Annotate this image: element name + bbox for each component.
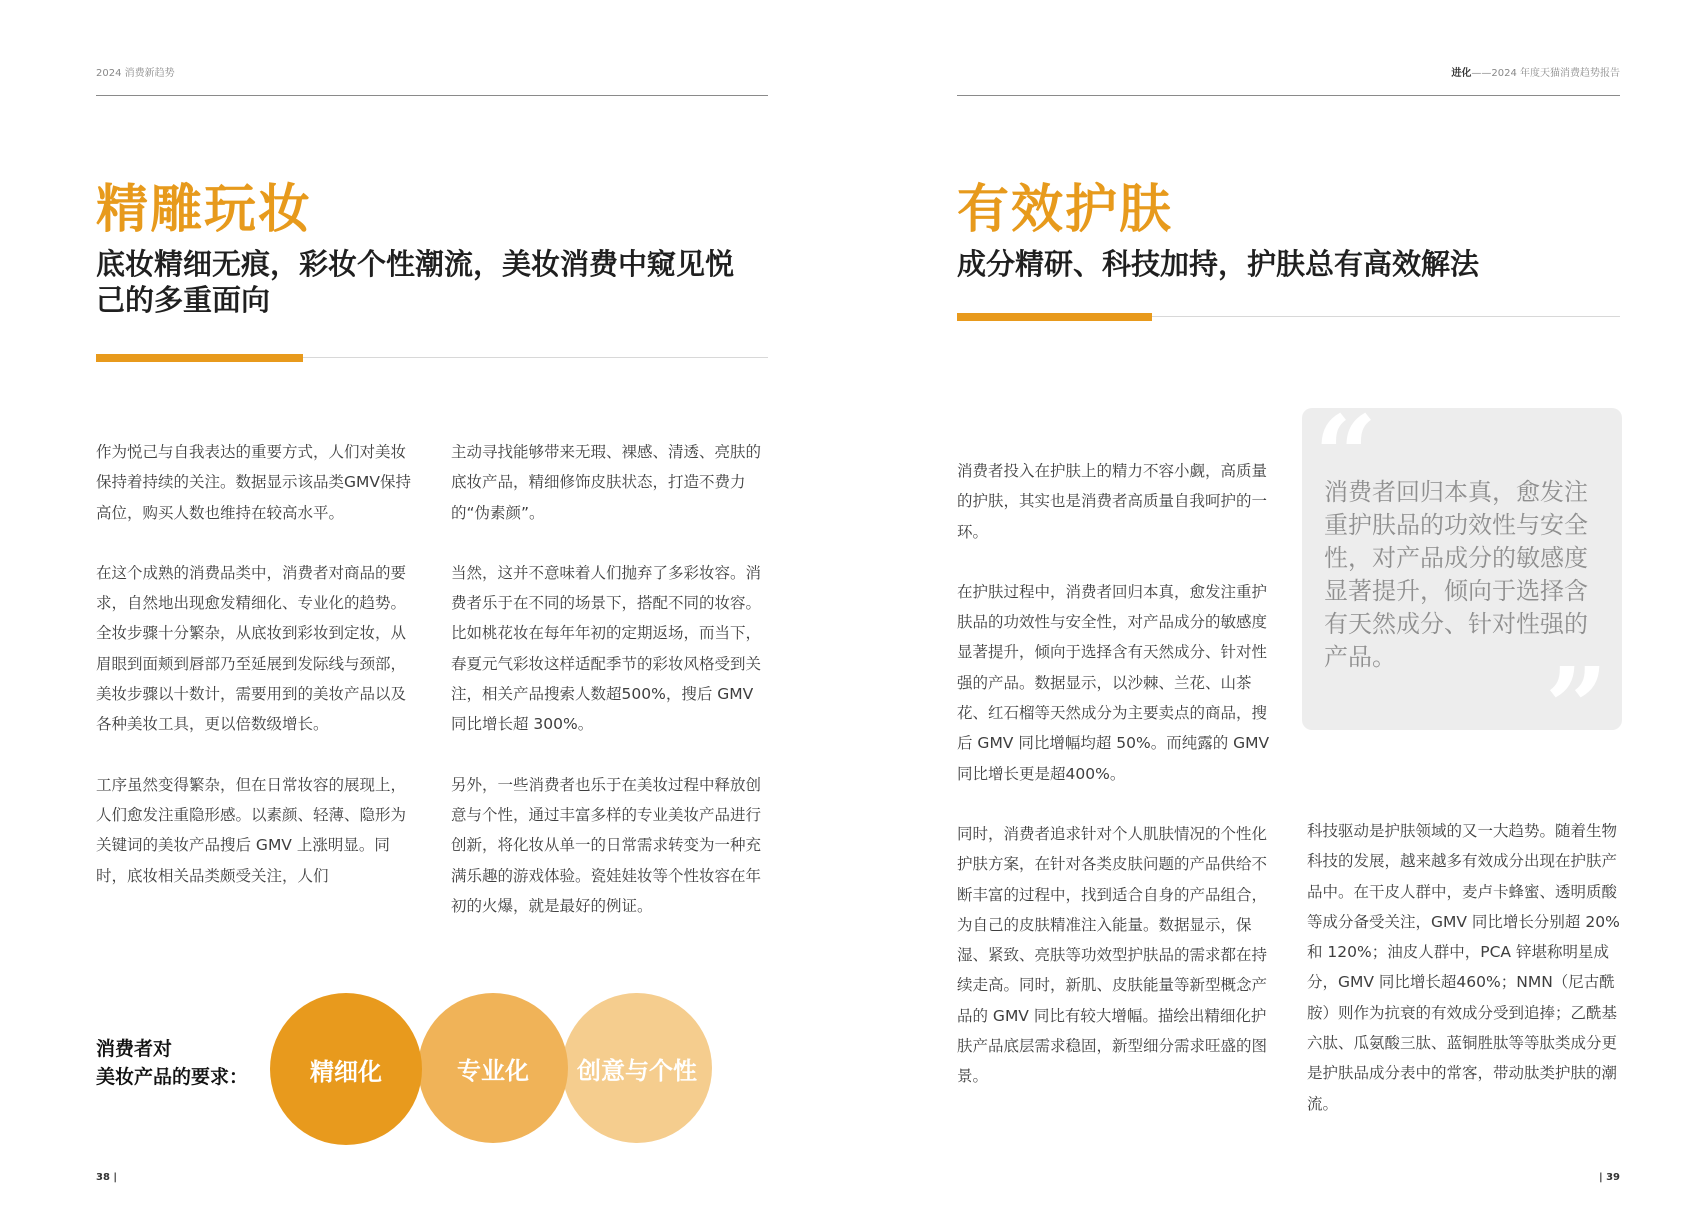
body-column-2 bbox=[451, 437, 768, 951]
section-title: 有效护肤 bbox=[957, 180, 1174, 240]
body-column-1 bbox=[957, 456, 1273, 1122]
circle-professional: 专业化 bbox=[418, 993, 568, 1143]
title-underline bbox=[957, 316, 1620, 317]
running-head bbox=[1451, 64, 1620, 79]
header-rule bbox=[957, 95, 1620, 96]
paragraph: 在这个成熟的消费品类中，消费者对商品的要求，自然地出现愈发精细化、专业化的趋势。全妆步骤十分繁杂，从底妆到彩妆到定妆，从眉眼到面颊到唇部乃至延展到发际线与颈部，美妆步骤以十数计，需要用到的美妆产品以及各种美妆工具，更以倍数级增长。 bbox=[96, 563, 407, 734]
title-accent-bar bbox=[957, 313, 1152, 321]
paragraph: 同时，消费者追求针对个人肌肤情况的个性化护肤方案，在针对各类皮肤问题的产品供给不断丰富的过程中，找到适合自身的产品组合，为自己的皮肤精准注入能量。数据显示，保湿、紧致、亮肤等功效型护肤品的需求都在持续走高。同时，新肌、皮肤能量等新型概念产品的 GMV 同比有较大增幅。描绘出精细化护肤产品底层需求稳固，新型细分需求旺盛的图景。 bbox=[957, 824, 1268, 1086]
paragraph: 在护肤过程中，消费者回归本真，愈发注重护肤品的功效性与安全性，对产品成分的敏感度显著提升，倾向于选择含有天然成分、针对性强的产品。数据显示，以沙棘、兰花、山茶花、红石榴等天然成分为主要卖点的商品，搜后 GMV 同比增幅均超 50%。而纯露的 GMV 同比增长更是超400%。 bbox=[957, 582, 1270, 783]
paragraph: 主动寻找能够带来无瑕、裸感、清透、亮肤的底妆产品，精细修饰皮肤状态，打造不费力的“伪素颜”。 bbox=[451, 443, 762, 522]
section-title: 精雕玩妆 bbox=[96, 180, 313, 240]
running-head-bold: 进化 bbox=[1451, 68, 1472, 79]
open-quote-icon: “ bbox=[1314, 391, 1378, 520]
pull-quote-text: 消费者回归本真，愈发注重护肤品的功效性与安全性，对产品成分的敏感度显著提升，倾向于选择含有天然成分、针对性强的产品。 bbox=[1324, 478, 1588, 671]
title-underline bbox=[96, 357, 768, 358]
right-page bbox=[853, 0, 1706, 1232]
body-column-2 bbox=[1307, 816, 1622, 1149]
paragraph: 工序虽然变得繁杂，但在日常妆容的展现上，人们愈发注重隐形感。以素颜、轻薄、隐形为关键词的美妆产品搜后 GMV 上涨明显。同时，底妆相关品类颇受关注，人们 bbox=[96, 775, 407, 885]
section-subtitle: 成分精研、科技加持，护肤总有高效解法 bbox=[957, 247, 1480, 281]
body-column-1 bbox=[96, 437, 414, 921]
requirements-label-line-2: 美妆产品的要求： bbox=[96, 1066, 249, 1088]
subtitle-line-2: 己的多重面向 bbox=[96, 283, 271, 317]
paragraph: 作为悦己与自我表达的重要方式，人们对美妆保持着持续的关注。数据显示该品类GMV保持高位，购买人数也维持在较高水平。 bbox=[96, 443, 411, 522]
running-head-rest: ——2024 年度天猫消费趋势报告 bbox=[1471, 68, 1620, 79]
header-rule bbox=[96, 95, 768, 96]
circle-refinement: 精细化 bbox=[270, 993, 422, 1145]
paragraph: 另外，一些消费者也乐于在美妆过程中释放创意与个性，通过丰富多样的专业美妆产品进行创新，将化妆从单一的日常需求转变为一种充满乐趣的游戏体验。瓷娃娃妆等个性妆容在年初的火爆，就是最好的例证。 bbox=[451, 775, 762, 915]
paragraph: 消费者投入在护肤上的精力不容小觑，高质量的护肤，其实也是消费者高质量自我呵护的一环。 bbox=[957, 462, 1268, 541]
title-accent-bar bbox=[96, 354, 303, 362]
section-subtitle bbox=[96, 246, 796, 318]
running-head: 2024 消费新趋势 bbox=[96, 68, 175, 79]
page-number: | 39 bbox=[1598, 1172, 1620, 1183]
close-quote-icon: ” bbox=[1544, 643, 1608, 772]
circle-creativity: 创意与个性 bbox=[562, 993, 712, 1143]
paragraph: 科技驱动是护肤领域的又一大趋势。随着生物科技的发展，越来越多有效成分出现在护肤产品中。在干皮人群中，麦卢卡蜂蜜、透明质酸等成分备受关注，GMV 同比增长分别超 20% 和 120%；油皮人群中，PCA 锌堪称明星成分，GMV 同比增长超460%；NMN（尼古酰胺）则作为抗衰的有效成分受到追捧；乙酰基六肽、瓜氨酸三肽、蓝铜胜肽等等肽类成分更是护肤品成分表中的常客，带动肽类护肤的潮流。 bbox=[1307, 822, 1620, 1113]
page-number: 38 | bbox=[96, 1172, 118, 1183]
pull-quote bbox=[1302, 391, 1622, 772]
requirements-label-line-1: 消费者对 bbox=[96, 1038, 173, 1060]
paragraph: 当然，这并不意味着人们抛弃了多彩妆容。消费者乐于在不同的场景下，搭配不同的妆容。比如桃花妆在每年年初的定期返场，而当下，春夏元气彩妆这样适配季节的彩妆风格受到关注，相关产品搜索人数超500%，搜后 GMV 同比增长超 300%。 bbox=[451, 563, 762, 734]
subtitle-line-1: 底妆精细无痕，彩妆个性潮流，美妆消费中窥见悦 bbox=[96, 247, 735, 281]
requirements-label bbox=[96, 1035, 248, 1091]
